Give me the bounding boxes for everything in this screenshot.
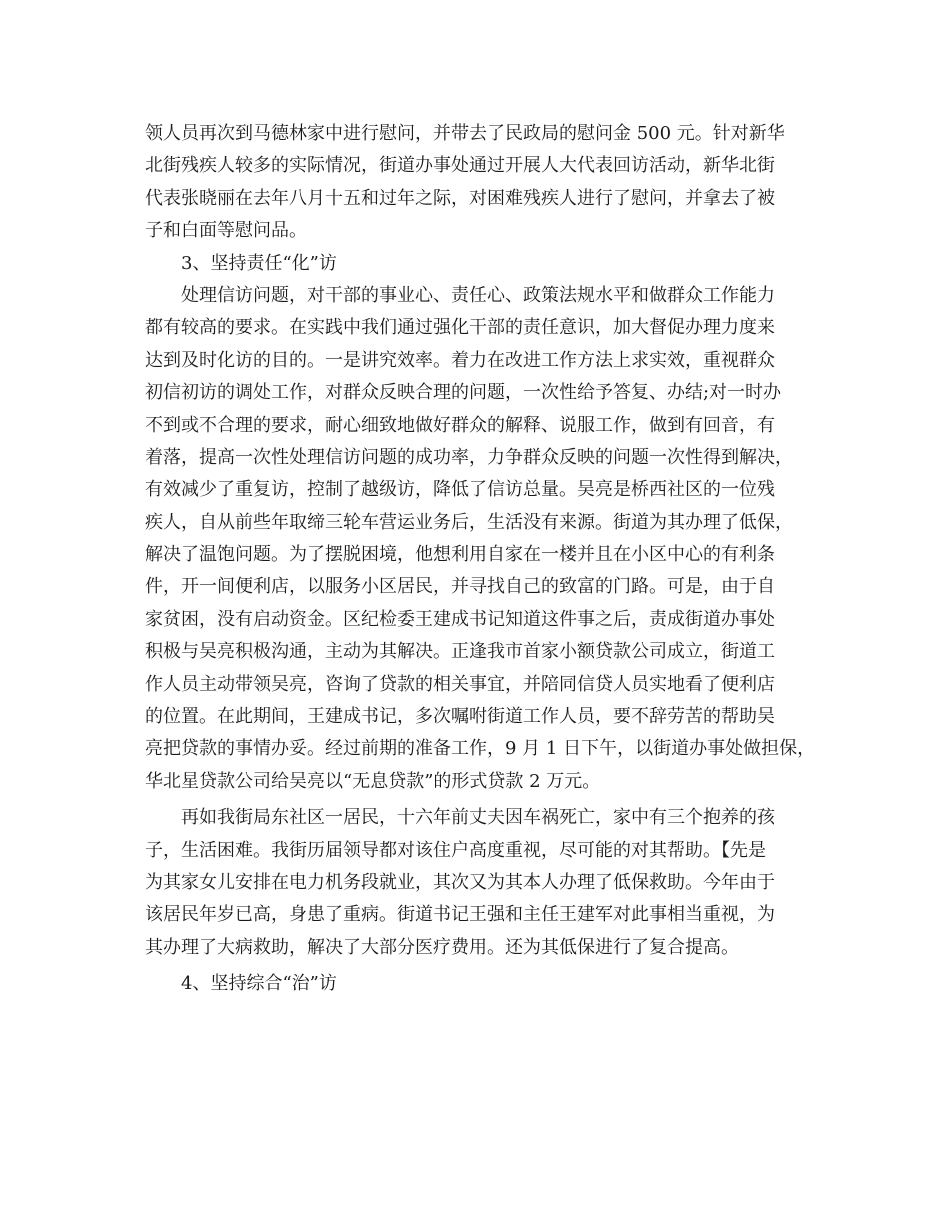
text-line: 不到或不合理的要求，耐心细致地做好群众的解释、说服工作，做到有回音，有 <box>145 414 775 436</box>
text-line: 有效减少了重复访，控制了越级访，降低了信访总量。吴亮是桥西社区的一位残 <box>145 479 775 501</box>
text-line: 作人员主动带领吴亮，咨询了贷款的相关事宜，并陪同信贷人员实地看了便利店 <box>145 673 775 695</box>
text-line: 的位置。在此期间，王建成书记，多次嘱咐街道工作人员，要不辞劳苦的帮助吴 <box>145 706 775 728</box>
text-line: 亮把贷款的事情办妥。经过前期的准备工作，9 月 1 日下午，以街道办事处做担保， <box>145 738 816 760</box>
text-line: 领人员再次到马德林家中进行慰问，并带去了民政局的慰问金 500 元。针对新华 <box>145 123 785 144</box>
section-heading: 4、坚持综合“治”访 <box>181 973 337 995</box>
text-line: 其办理了大病救助，解决了大部分医疗费用。还为其低保进行了复合提高。 <box>145 936 739 958</box>
text-line: 华北星贷款公司给吴亮以“无息贷款”的形式贷款 2 万元。 <box>145 770 601 792</box>
text-line: 再如我街局东社区一居民，十六年前丈夫因车祸死亡，家中有三个抱养的孩 <box>181 807 775 829</box>
text-line: 为其家女儿安排在电力机务段就业，其次又为其本人办理了低保救助。今年由于 <box>145 871 775 893</box>
text-line: 件，开一间便利店，以服务小区居民，并寻找自己的致富的门路。可是，由于自 <box>145 576 775 598</box>
document-body <box>145 118 816 1001</box>
text-line: 积极与吴亮积极沟通，主动为其解决。正逢我市首家小额贷款公司成立，街道工 <box>145 641 775 663</box>
text-line: 达到及时化访的目的。一是讲究效率。着力在改进工作方法上求实效，重视群众 <box>145 349 775 371</box>
text-line: 代表张晓丽在去年八月十五和过年之际，对困难残疾人进行了慰问，并拿去了被 <box>145 187 775 209</box>
text-line: 北街残疾人较多的实际情况，街道办事处通过开展人大代表回访活动，新华北街 <box>145 155 775 177</box>
text-line: 子，生活困难。我街历届领导都对该住户高度重视，尽可能的对其帮助。【先是 <box>145 839 766 861</box>
text-line: 解决了温饱问题。为了摆脱困境，他想利用自家在一楼并且在小区中心的有利条 <box>145 544 775 566</box>
text-line: 初信初访的调处工作，对群众反映合理的问题，一次性给予答复、办结;对一时办 <box>145 382 782 404</box>
section-heading: 3、坚持责任“化”访 <box>181 252 337 274</box>
text-line: 家贫困，没有启动资金。区纪检委王建成书记知道这件事之后，责成街道办事处 <box>145 608 775 630</box>
text-line: 着落，提高一次性处理信访问题的成功率，力争群众反映的问题一次性得到解决， <box>145 446 793 468</box>
text-line: 该居民年岁已高，身患了重病。街道书记王强和主任王建军对此事相当重视，为 <box>145 904 775 926</box>
text-line: 疾人，自从前些年取缔三轮车营运业务后，生活没有来源。街道为其办理了低保， <box>145 511 793 533</box>
text-line: 处理信访问题，对干部的事业心、责任心、政策法规水平和做群众工作能力 <box>181 284 775 306</box>
text-line: 子和白面等慰问品。 <box>145 220 307 242</box>
text-line: 都有较高的要求。在实践中我们通过强化干部的责任意识，加大督促办理力度来 <box>145 317 775 339</box>
